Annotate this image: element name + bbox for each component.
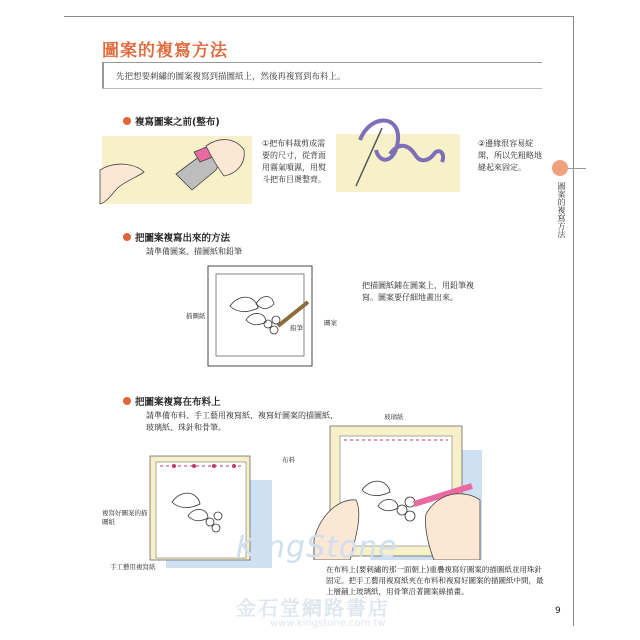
page-title: 圖案的複寫方法 [102,41,228,61]
label-traced-paper: 複寫好圖案的描圖紙 [102,509,148,526]
intro-text: 先把想要刺繡的圖案複寫到描圖紙上，然後再複寫到布料上。 [116,72,346,82]
bullet-dot [123,117,131,125]
side-tab-tick [566,168,586,169]
intro-rule [102,88,542,89]
watermark-cn: 金石堂網路書店 [236,596,390,620]
watermark-logo: KingStone [236,530,398,565]
label-tracing-paper: 描圖紙 [186,312,206,320]
page-number: 9 [555,606,561,616]
pin-head [192,464,196,468]
ironing-illustration [96,130,252,212]
right-hand-icon [425,494,480,560]
label-cellophane: 玻璃紙 [384,413,404,421]
intro-bar [102,62,104,88]
section2-heading [123,230,230,244]
side-tab-label: 圖案的複寫方法 [557,182,566,238]
side-tab-dot [552,160,568,176]
label-pencil: 鉛筆 [290,324,303,332]
section2-subtitle: 請準備圖案、描圖紙和鉛筆 [146,247,242,256]
section2-note: 把描圖紙鋪在圖案上，用鉛筆複寫。圖案要仔細地畫出來。 [362,281,474,302]
pin-head [172,464,176,468]
tracing-illustration [206,264,316,368]
section1-note1: ①把布料裁剪成需要的尺寸，從背面用霧氣噴濕，用熨斗把布目燙整齊。 [262,139,326,184]
section1-note2: ②邊緣很容易綻開，所以先粗略地縫起來固定。 [478,139,542,172]
pin-head [232,464,236,468]
label-pattern: 圖案 [324,319,337,327]
section1-heading [123,114,220,128]
watermark-url: www.kingstone.com.tw [270,618,386,629]
page-frame-right [573,16,574,626]
basting-illustration [330,110,460,194]
section3-heading [123,394,221,408]
bullet-dot [123,233,131,241]
label-carbon-paper: 手工藝用複寫紙 [110,563,156,571]
label-fabric: 布料 [282,456,295,464]
pin-head [212,464,216,468]
title-rule [102,62,542,63]
section1-heading-text: 複寫圖案之前(整布) [135,117,220,128]
section3-note: 在布料上(要刺繡的那一面朝上)重疊複寫好圖案的描圖紙並用珠針固定。把手工藝用複寫紙夾在布料和複寫好圖案的描圖紙中間，最上層鋪上玻璃紙，用骨筆沿著圖案線描畫。 [326,565,544,596]
section3-subtitle: 請準備布料、手工藝用複寫紙、複寫好圖案的描圖紙、玻璃紙、珠針和骨筆。 [146,411,338,432]
bullet-dot [123,397,131,405]
section3-heading-text: 把圖案複寫在布料上 [135,397,221,408]
section2-heading-text: 把圖案複寫出來的方法 [135,233,231,244]
page-frame-top [64,16,574,17]
